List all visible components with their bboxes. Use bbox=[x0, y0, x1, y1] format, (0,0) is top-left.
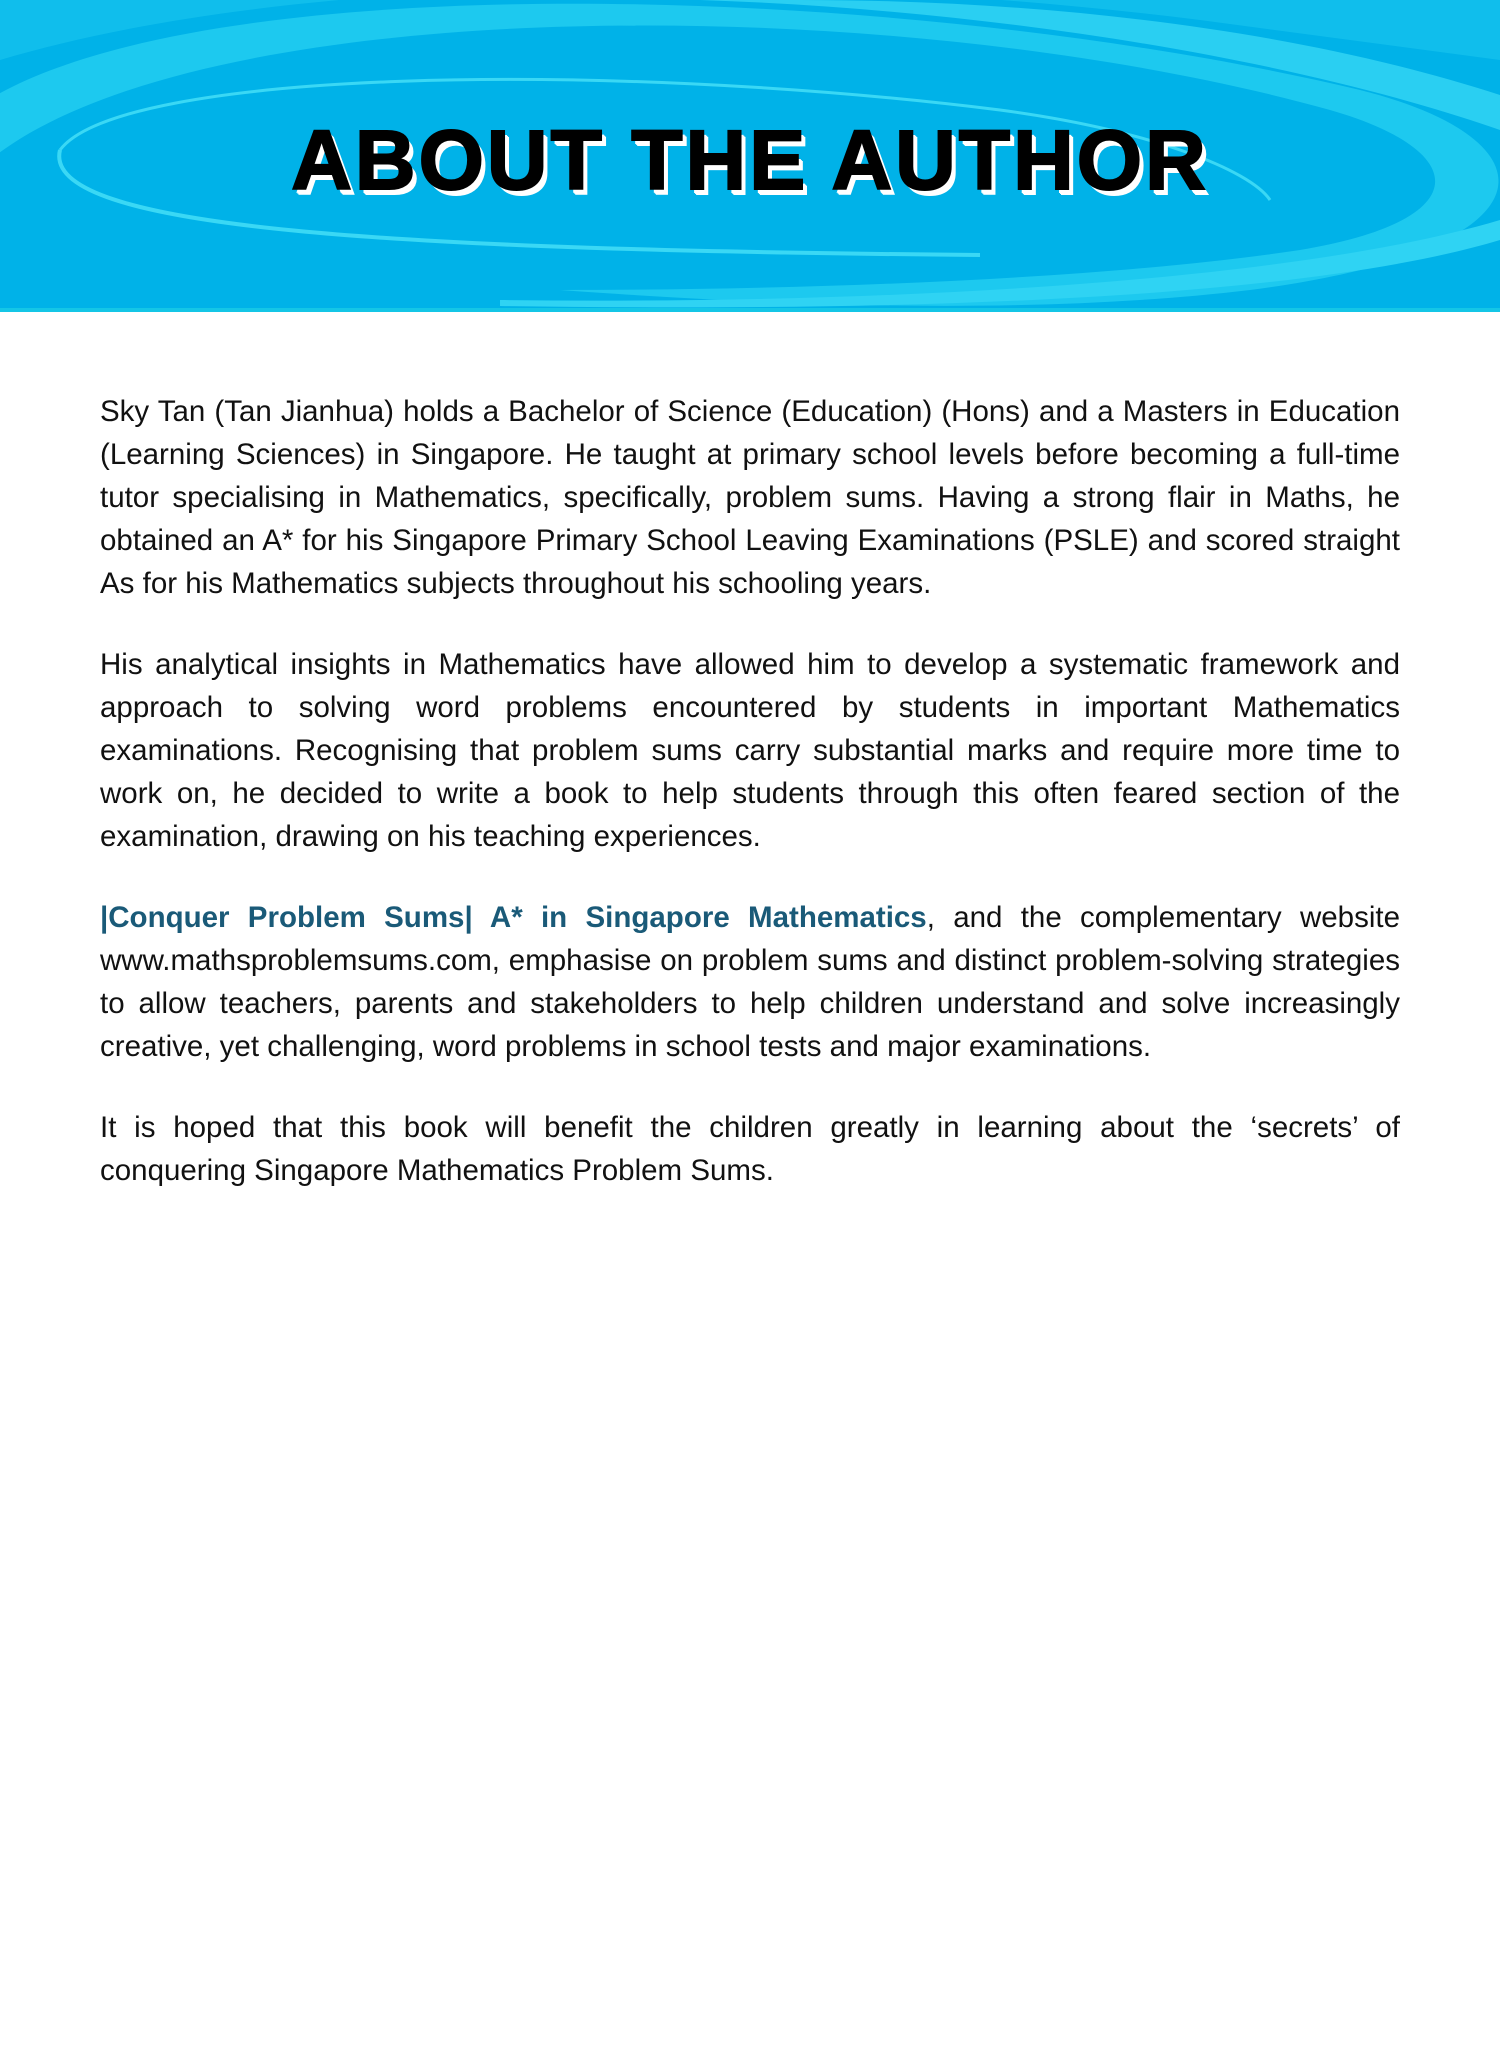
header-banner bbox=[0, 0, 1500, 312]
bio-paragraph-3-text: , and the complementary website www.mathsproblemsums.com, emphasise on problem sums and distinct problem-solving strategies to allow teachers, parents and stakeholders to help children understand and solve increasingly creative, yet challenging, word problems in school tests and major examinations. bbox=[100, 901, 1400, 1063]
bio-paragraph-3 bbox=[100, 896, 1400, 1068]
author-bio bbox=[100, 390, 1400, 1230]
bio-paragraph-1: Sky Tan (Tan Jianhua) holds a Bachelor of Science (Education) (Hons) and a Masters in Education (Learning Sciences) in Singapore. He taught at primary school levels before becoming a full-time tutor specialising in Mathematics, specifically, problem sums. Having a strong flair in Maths, he obtained an A* for his Singapore Primary School Leaving Examinations (PSLE) and scored straight As for his Mathematics subjects throughout his schooling years. bbox=[100, 395, 1400, 600]
book-title: |Conquer Problem Sums| A* in Singapore Mathematics bbox=[100, 901, 927, 934]
bio-paragraph-4: It is hoped that this book will benefit the children greatly in learning about the ‘secrets’ of conquering Singapore Mathematics Problem Sums. bbox=[100, 1111, 1400, 1187]
header-bottom-strip bbox=[0, 308, 1500, 312]
bio-paragraph-2: His analytical insights in Mathematics have allowed him to develop a systematic framework and approach to solving word problems encountered by students in important Mathematics examinations. Recognising that problem sums carry substantial marks and require more time to work on, he decided to write a book to help students through this often feared section of the examination, drawing on his teaching experiences. bbox=[100, 648, 1400, 853]
page-title: ABOUT THE AUTHOR bbox=[291, 113, 1209, 207]
